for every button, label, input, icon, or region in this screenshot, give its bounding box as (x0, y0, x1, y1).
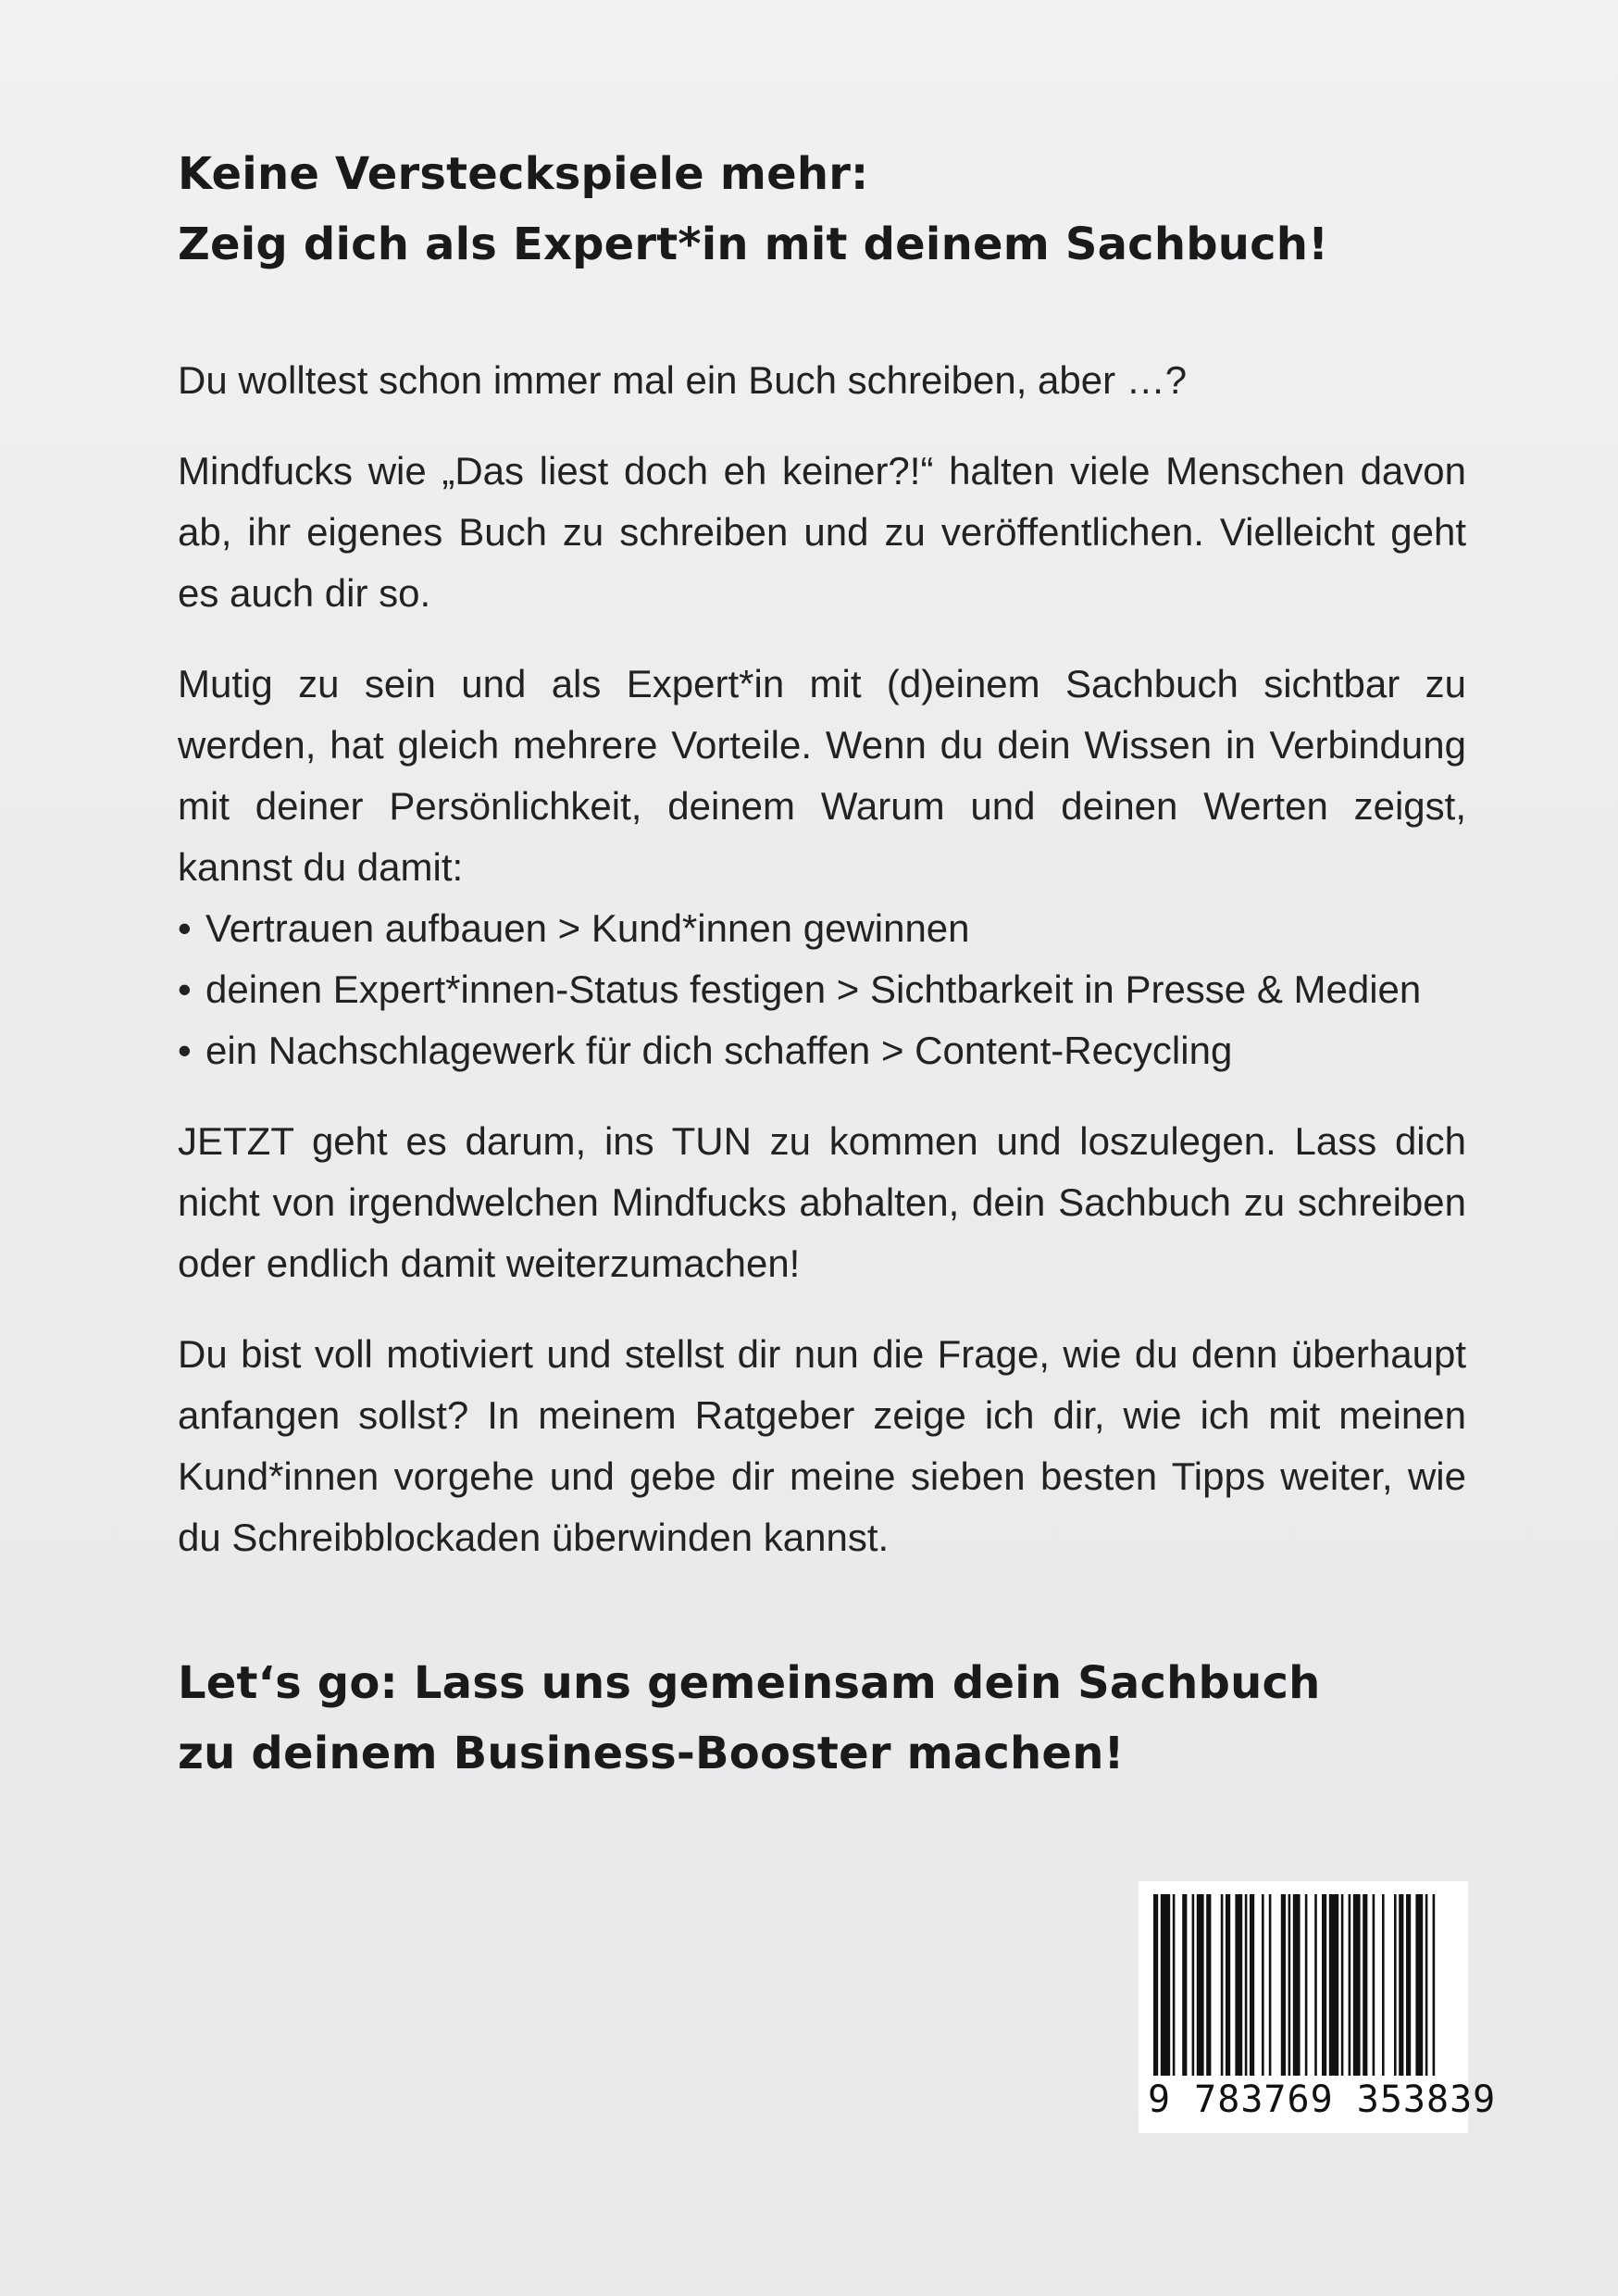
barcode-bar (1269, 1894, 1272, 2076)
paragraph-intro: Du wolltest schon immer mal ein Buch schreiben, aber …? (178, 358, 1188, 402)
barcode-bar (1406, 1894, 1411, 2076)
headline-bottom-line2: zu deinem Business-Booster machen! (178, 1728, 1125, 1779)
paragraph-benefits: Mutig zu sein und als Expert*in mit (d)einem Sachbuch sichtbar zu werden, hat gleich mehrere Vorteile. Wenn du dein Wissen in Verbindung mit deiner Persönlichkeit, deinem Warum und deinen Werten zeigst, kannst du damit: (178, 662, 1466, 889)
barcode-bar (1433, 1894, 1436, 2076)
barcode-bar (1353, 1894, 1361, 2076)
list-item (178, 959, 1466, 1020)
isbn-number: 9 783769 353839 (1148, 2078, 1497, 2121)
barcode-bar (1415, 1894, 1423, 2076)
barcode-bar (1245, 1894, 1248, 2076)
headline-top-line2: Zeig dich als Expert*in mit deinem Sachbuch! (178, 218, 1329, 270)
barcode-bar (1192, 1894, 1195, 2076)
barcode-bars (1150, 1894, 1457, 2076)
list-item (178, 1020, 1466, 1081)
barcode-bar (1293, 1894, 1301, 2076)
list-item-text: deinen Expert*innen-Status festigen > Sichtbarkeit in Presse & Medien (205, 967, 1422, 1011)
barcode-bar (1153, 1894, 1158, 2076)
barcode-bar (1206, 1894, 1211, 2076)
barcode-bar (1262, 1894, 1264, 2076)
paragraph-jetzt: JETZT geht es darum, ins TUN zu kommen und loszulegen. Lass dich nicht von irgendwelchen Mindfucks abhalten, dein Sachbuch zu schreiben oder endlich damit weiterzumachen! (178, 1119, 1466, 1285)
list-item-text: ein Nachschlagewerk für dich schaffen > Content-Recycling (205, 1029, 1233, 1072)
headline-top-line1: Keine Versteckspiele mehr: (178, 148, 869, 200)
bullet-icon: • (178, 967, 192, 1011)
list-item (178, 898, 1466, 959)
barcode-bar (1322, 1894, 1326, 2076)
barcode-bar (1425, 1894, 1428, 2076)
headline-bottom (178, 1648, 1466, 1789)
barcode-bar (1173, 1894, 1176, 2076)
bullet-icon: • (178, 1029, 192, 1072)
headline-top (178, 139, 1466, 280)
barcode-bar (1341, 1894, 1344, 2076)
barcode-bar (1329, 1894, 1338, 2076)
list-item-text: Vertrauen aufbauen > Kund*innen gewinnen (205, 906, 970, 950)
barcode-bar (1226, 1894, 1230, 2076)
paragraph-mindfucks: Mindfucks wie „Das liest doch eh keiner?!“ halten viele Menschen davon ab, ihr eigenes Buch zu schreiben und zu veröffentlichen. Vielleicht geht es auch dir so. (178, 449, 1466, 615)
barcode-bar (1394, 1894, 1397, 2076)
barcode-bar (1399, 1894, 1403, 2076)
barcode-bar (1221, 1894, 1224, 2076)
bullet-icon: • (178, 906, 192, 950)
barcode-bar (1250, 1894, 1254, 2076)
barcode-bar (1305, 1894, 1308, 2076)
benefit-list (178, 898, 1466, 1081)
barcode-bar (1382, 1894, 1385, 2076)
barcode-bar (1349, 1894, 1351, 2076)
barcode-bar (1235, 1894, 1242, 2076)
barcode-bar (1373, 1894, 1375, 2076)
barcode-bar (1281, 1894, 1286, 2076)
barcode-bar (1363, 1894, 1367, 2076)
barcode-bar (1288, 1894, 1291, 2076)
isbn-barcode (1139, 1881, 1497, 2133)
back-cover-text (178, 139, 1466, 1789)
barcode-bar (1197, 1894, 1204, 2076)
paragraph-ratgeber: Du bist voll motiviert und stellst dir nun die Frage, wie du denn überhaupt anfangen sollst? In meinem Ratgeber zeige ich dir, wie ich mit meinen Kund*innen vorgehe und gebe dir meine sieben besten Tipps weiter, wie du Schreibblockaden überwinden kannst. (178, 1332, 1466, 1559)
barcode-bar (1182, 1894, 1187, 2076)
barcode-bar (1314, 1894, 1317, 2076)
headline-bottom-line1: Let‘s go: Lass uns gemeinsam dein Sachbuch (178, 1657, 1321, 1709)
barcode-bar (1161, 1894, 1170, 2076)
